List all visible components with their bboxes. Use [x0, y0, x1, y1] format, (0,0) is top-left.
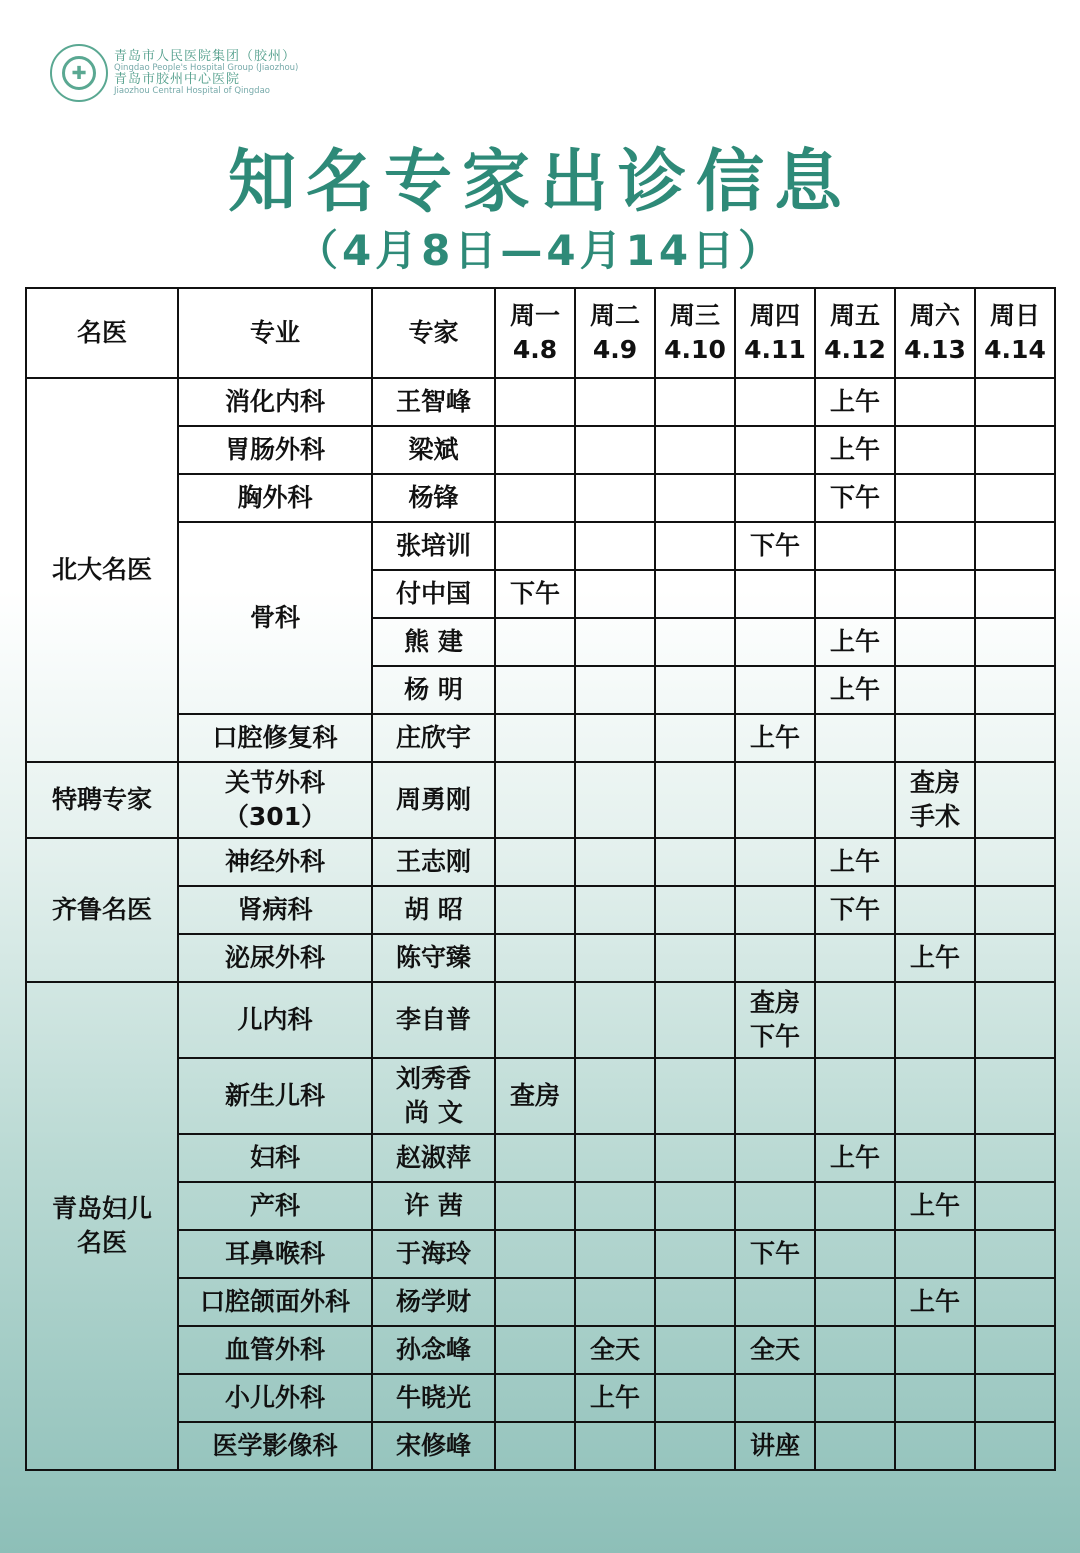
department-name: 新生儿科: [178, 1058, 372, 1134]
schedule-cell: [895, 426, 975, 474]
hospital-seal-icon: ✚: [50, 44, 108, 102]
schedule-cell: [975, 1374, 1055, 1422]
schedule-cell: [895, 1374, 975, 1422]
schedule-cell: [735, 886, 815, 934]
schedule-cell: [975, 1230, 1055, 1278]
schedule-cell: 上午: [815, 426, 895, 474]
department-name: 消化内科: [178, 378, 372, 426]
schedule-cell: 上午: [815, 1134, 895, 1182]
schedule-cell: 上午: [575, 1374, 655, 1422]
schedule-cell: [575, 1058, 655, 1134]
schedule-cell: 上午: [735, 714, 815, 762]
schedule-cell: [975, 1326, 1055, 1374]
schedule-cell: [895, 1422, 975, 1470]
schedule-cell: [815, 714, 895, 762]
header-day: 周一 4.8: [495, 288, 575, 378]
schedule-cell: [815, 1374, 895, 1422]
department-name: 口腔颌面外科: [178, 1278, 372, 1326]
doctor-name: 宋修峰: [372, 1422, 495, 1470]
department-name: 血管外科: [178, 1326, 372, 1374]
schedule-cell: [495, 1422, 575, 1470]
schedule-cell: 上午: [815, 666, 895, 714]
schedule-cell: [975, 618, 1055, 666]
schedule-cell: [655, 570, 735, 618]
doctor-name: 杨 明: [372, 666, 495, 714]
schedule-cell: [495, 618, 575, 666]
table-row: [26, 1278, 1055, 1326]
table-row: [26, 1422, 1055, 1470]
department-name: 医学影像科: [178, 1422, 372, 1470]
schedule-cell: [735, 1278, 815, 1326]
table-row: [26, 378, 1055, 426]
schedule-cell: [655, 522, 735, 570]
schedule-cell: [575, 618, 655, 666]
logo-name-en-2: Jiaozhou Central Hospital of Qingdao: [114, 85, 270, 96]
table-row: [26, 886, 1055, 934]
schedule-cell: [655, 426, 735, 474]
schedule-cell: [815, 1278, 895, 1326]
table-row: [26, 1134, 1055, 1182]
doctor-name: 孙念峰: [372, 1326, 495, 1374]
schedule-cell: [655, 1278, 735, 1326]
doctor-name: 熊 建: [372, 618, 495, 666]
logo-name-en-1: Qingdao People's Hospital Group (Jiaozhou): [114, 63, 299, 74]
doctor-name: 王志刚: [372, 838, 495, 886]
schedule-cell: [575, 1278, 655, 1326]
schedule-cell: [655, 1422, 735, 1470]
schedule-cell: [575, 1422, 655, 1470]
schedule-cell: [655, 1326, 735, 1374]
schedule-cell: [735, 618, 815, 666]
schedule-cell: [655, 1058, 735, 1134]
schedule-cell: [575, 1134, 655, 1182]
schedule-cell: [815, 982, 895, 1058]
schedule-cell: [975, 570, 1055, 618]
schedule-cell: 全天: [575, 1326, 655, 1374]
schedule-cell: 下午: [495, 570, 575, 618]
schedule-cell: 下午: [815, 474, 895, 522]
schedule-cell: [495, 1374, 575, 1422]
department-name: 胸外科: [178, 474, 372, 522]
table-row: [26, 1374, 1055, 1422]
schedule-cell: 上午: [815, 838, 895, 886]
schedule-cell: [975, 1134, 1055, 1182]
schedule-cell: [815, 934, 895, 982]
schedule-cell: [495, 982, 575, 1058]
schedule-cell: [495, 474, 575, 522]
doctor-name: 梁斌: [372, 426, 495, 474]
schedule-cell: 查房: [495, 1058, 575, 1134]
schedule-cell: [815, 1422, 895, 1470]
schedule-cell: [495, 886, 575, 934]
schedule-cell: [895, 666, 975, 714]
doctor-name: 许 茜: [372, 1182, 495, 1230]
department-name: 小儿外科: [178, 1374, 372, 1422]
schedule-cell: 查房 下午: [735, 982, 815, 1058]
schedule-cell: [815, 1326, 895, 1374]
schedule-cell: [975, 1278, 1055, 1326]
schedule-cell: [895, 1134, 975, 1182]
schedule-cell: [735, 426, 815, 474]
header-day: 周六 4.13: [895, 288, 975, 378]
schedule-cell: [975, 522, 1055, 570]
schedule-cell: [495, 934, 575, 982]
schedule-cell: [575, 570, 655, 618]
schedule-cell: [575, 474, 655, 522]
schedule-cell: [895, 982, 975, 1058]
schedule-cell: [975, 714, 1055, 762]
schedule-cell: [575, 714, 655, 762]
schedule-cell: [575, 426, 655, 474]
schedule-cell: [975, 378, 1055, 426]
header-day: 周二 4.9: [575, 288, 655, 378]
schedule-cell: [735, 838, 815, 886]
schedule-cell: [975, 1058, 1055, 1134]
schedule-cell: [895, 1230, 975, 1278]
group-name: 特聘专家: [26, 762, 178, 838]
schedule-cell: [655, 762, 735, 838]
schedule-cell: [495, 426, 575, 474]
schedule-cell: [895, 570, 975, 618]
group-name: 齐鲁名医: [26, 838, 178, 982]
schedule-cell: [575, 982, 655, 1058]
group-name: 北大名医: [26, 378, 178, 762]
department-name: 儿内科: [178, 982, 372, 1058]
doctor-name: 陈守臻: [372, 934, 495, 982]
doctor-name: 杨学财: [372, 1278, 495, 1326]
schedule-cell: [575, 522, 655, 570]
schedule-cell: [495, 666, 575, 714]
department-name: 泌尿外科: [178, 934, 372, 982]
schedule-cell: [975, 934, 1055, 982]
schedule-cell: [815, 1058, 895, 1134]
schedule-cell: [495, 762, 575, 838]
table-row: [26, 714, 1055, 762]
schedule-cell: [895, 886, 975, 934]
department-name: 耳鼻喉科: [178, 1230, 372, 1278]
logo-name-cn-2: 青岛市胶州中心医院: [114, 72, 241, 87]
schedule-cell: [735, 762, 815, 838]
header-group: 名医: [26, 288, 178, 378]
schedule-cell: [655, 714, 735, 762]
doctor-name: 杨锋: [372, 474, 495, 522]
schedule-cell: [975, 474, 1055, 522]
schedule-cell: [575, 886, 655, 934]
doctor-name: 庄欣宇: [372, 714, 495, 762]
schedule-cell: [655, 378, 735, 426]
doctor-name: 赵淑萍: [372, 1134, 495, 1182]
doctor-name: 刘秀香 尚 文: [372, 1058, 495, 1134]
schedule-cell: [655, 618, 735, 666]
schedule-cell: [655, 886, 735, 934]
schedule-cell: [975, 1422, 1055, 1470]
schedule-cell: [495, 1230, 575, 1278]
department-name: 神经外科: [178, 838, 372, 886]
schedule-cell: [895, 714, 975, 762]
department-name: 胃肠外科: [178, 426, 372, 474]
schedule-cell: [735, 1134, 815, 1182]
schedule-cell: [815, 1230, 895, 1278]
schedule-cell: [655, 1374, 735, 1422]
header-day: 周三 4.10: [655, 288, 735, 378]
department-name: 口腔修复科: [178, 714, 372, 762]
schedule-cell: [575, 666, 655, 714]
table-row: [26, 1182, 1055, 1230]
hospital-logo: [50, 44, 298, 102]
schedule-cell: [495, 1326, 575, 1374]
group-name: 青岛妇儿 名医: [26, 982, 178, 1470]
schedule-cell: [575, 378, 655, 426]
schedule-cell: [895, 474, 975, 522]
header-day: 周日 4.14: [975, 288, 1055, 378]
schedule-cell: [655, 934, 735, 982]
schedule-cell: [495, 522, 575, 570]
header-doctor: 专家: [372, 288, 495, 378]
schedule-cell: [495, 838, 575, 886]
department-name: 关节外科 （301）: [178, 762, 372, 838]
doctor-name: 李自普: [372, 982, 495, 1058]
schedule-cell: [495, 1278, 575, 1326]
schedule-cell: [815, 570, 895, 618]
table-row: [26, 982, 1055, 1058]
table-row: [26, 838, 1055, 886]
schedule-cell: [895, 838, 975, 886]
schedule-cell: [895, 522, 975, 570]
header-day: 周四 4.11: [735, 288, 815, 378]
schedule-cell: [575, 762, 655, 838]
schedule-cell: 下午: [815, 886, 895, 934]
schedule-cell: 讲座: [735, 1422, 815, 1470]
schedule-cell: [975, 426, 1055, 474]
schedule-cell: [815, 762, 895, 838]
schedule-cell: [895, 1326, 975, 1374]
department-name: 骨科: [178, 522, 372, 714]
table-row: [26, 1230, 1055, 1278]
header-dept: 专业: [178, 288, 372, 378]
schedule-table: [25, 287, 1056, 1471]
schedule-cell: [735, 1182, 815, 1230]
schedule-cell: [895, 378, 975, 426]
schedule-cell: [495, 1134, 575, 1182]
department-name: 肾病科: [178, 886, 372, 934]
header-day: 周五 4.12: [815, 288, 895, 378]
schedule-cell: [975, 1182, 1055, 1230]
table-row: [26, 1326, 1055, 1374]
schedule-cell: [895, 618, 975, 666]
schedule-cell: [735, 378, 815, 426]
schedule-cell: [575, 1182, 655, 1230]
schedule-cell: [735, 1374, 815, 1422]
doctor-name: 胡 昭: [372, 886, 495, 934]
schedule-cell: [975, 982, 1055, 1058]
doctor-name: 于海玲: [372, 1230, 495, 1278]
schedule-cell: [575, 838, 655, 886]
doctor-name: 付中国: [372, 570, 495, 618]
table-row: [26, 426, 1055, 474]
schedule-cell: [975, 886, 1055, 934]
schedule-cell: [655, 666, 735, 714]
schedule-cell: 上午: [895, 1182, 975, 1230]
table-row: [26, 934, 1055, 982]
schedule-cell: [575, 934, 655, 982]
schedule-cell: [815, 1182, 895, 1230]
schedule-cell: [975, 666, 1055, 714]
schedule-cell: [735, 934, 815, 982]
schedule-cell: 上午: [895, 934, 975, 982]
schedule-cell: [735, 1058, 815, 1134]
table-row: [26, 522, 1055, 570]
schedule-cell: 上午: [815, 378, 895, 426]
doctor-name: 周勇刚: [372, 762, 495, 838]
schedule-cell: 下午: [735, 522, 815, 570]
header-row: [26, 288, 1055, 378]
doctor-name: 牛晓光: [372, 1374, 495, 1422]
schedule-cell: [735, 570, 815, 618]
department-name: 产科: [178, 1182, 372, 1230]
schedule-cell: 上午: [815, 618, 895, 666]
schedule-cell: [575, 1230, 655, 1278]
schedule-cell: [655, 1230, 735, 1278]
schedule-cell: [895, 1058, 975, 1134]
schedule-cell: [655, 838, 735, 886]
schedule-cell: [735, 666, 815, 714]
schedule-cell: [975, 762, 1055, 838]
logo-name-cn-1: 青岛市人民医院集团（胶州）: [114, 49, 297, 65]
schedule-cell: [655, 474, 735, 522]
schedule-cell: [495, 378, 575, 426]
schedule-cell: [735, 474, 815, 522]
schedule-cell: [655, 982, 735, 1058]
schedule-cell: [495, 1182, 575, 1230]
date-range: （4月8日—4月14日）: [295, 226, 785, 275]
schedule-cell: [815, 522, 895, 570]
schedule-cell: 下午: [735, 1230, 815, 1278]
table-row: [26, 474, 1055, 522]
schedule-cell: [655, 1134, 735, 1182]
doctor-name: 张培训: [372, 522, 495, 570]
schedule-cell: [975, 838, 1055, 886]
schedule-cell: 查房 手术: [895, 762, 975, 838]
doctor-name: 王智峰: [372, 378, 495, 426]
table-row: [26, 762, 1055, 838]
schedule-cell: [655, 1182, 735, 1230]
page-title: 知名专家出诊信息: [227, 143, 852, 222]
schedule-cell: 上午: [895, 1278, 975, 1326]
schedule-cell: [495, 714, 575, 762]
department-name: 妇科: [178, 1134, 372, 1182]
schedule-cell: 全天: [735, 1326, 815, 1374]
table-row: [26, 1058, 1055, 1134]
